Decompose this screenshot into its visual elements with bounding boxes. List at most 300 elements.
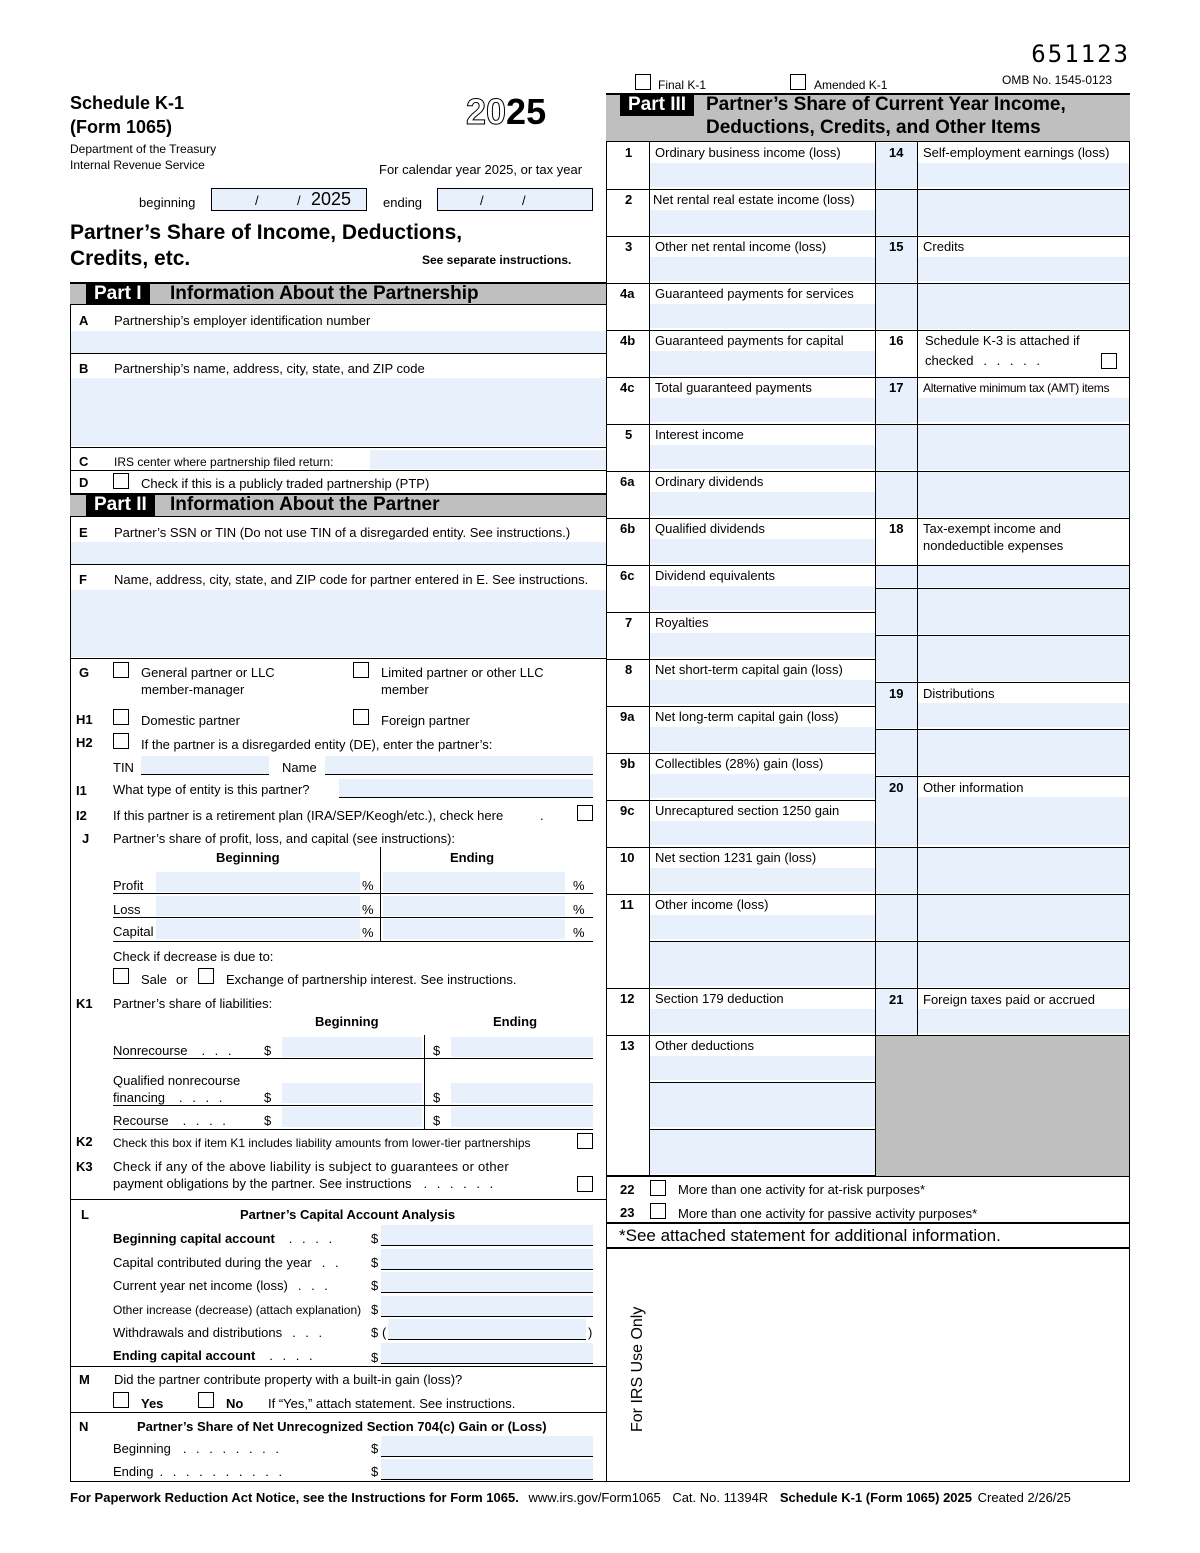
recourse-label: Recourse . . . . — [113, 1113, 229, 1128]
line-4b-field[interactable] — [650, 351, 875, 375]
line-5-field[interactable] — [650, 445, 875, 469]
loss-label: Loss — [113, 902, 141, 917]
m-note: If “Yes,” attach statement. See instructions. — [268, 1396, 516, 1411]
profit-label: Profit — [113, 878, 144, 893]
p3-num-divider — [649, 142, 650, 1176]
final-k1-checkbox[interactable] — [635, 74, 651, 90]
foreign-partner-checkbox[interactable] — [353, 709, 369, 725]
line-8-label: Net short-term capital gain (loss) — [655, 662, 843, 677]
tax-year-bold: 25 — [506, 91, 547, 132]
ptp-checkbox[interactable] — [113, 473, 129, 489]
right-cell-code-field[interactable] — [876, 190, 917, 235]
line-I1-label: What type of entity is this partner? — [113, 782, 310, 797]
line-6a-label: Ordinary dividends — [655, 474, 764, 489]
line-14-num: 14 — [889, 145, 904, 160]
rule — [70, 564, 606, 565]
form-code: 651123 — [1031, 40, 1130, 68]
right-cell-code-field[interactable] — [876, 730, 917, 775]
right-cell-code-field[interactable] — [876, 566, 917, 587]
profit-end-field[interactable] — [383, 872, 565, 892]
k-beginning-header: Beginning — [315, 1014, 379, 1029]
line-13-num: 13 — [620, 1038, 635, 1053]
irs-use-only: For IRS Use Only — [629, 1306, 646, 1432]
line-2-num: 2 — [625, 192, 633, 207]
l6-label: Ending capital account . . . . — [113, 1348, 316, 1363]
begin-year: 2025 — [311, 189, 352, 209]
part3-title-1: Partner’s Share of Current Year Income, — [706, 94, 1066, 115]
line-10-label: Net section 1231 gain (loss) — [655, 850, 817, 865]
right-cell-field[interactable] — [918, 190, 1129, 235]
l3-text: Current year net income (loss) — [113, 1278, 288, 1293]
k-divider — [424, 1035, 425, 1130]
right-cell-field[interactable] — [918, 398, 1129, 422]
line-K3-letter: K3 — [76, 1159, 93, 1174]
begin-slash-2: / — [297, 193, 301, 208]
right-cell-code-field[interactable] — [876, 895, 917, 940]
tax-year-outline: 20 — [466, 91, 507, 132]
right-cell-code-field[interactable] — [876, 636, 917, 681]
l3-dollar: $ — [371, 1278, 379, 1293]
l2-field[interactable] — [381, 1249, 593, 1270]
l1-field[interactable] — [381, 1225, 593, 1246]
line-F-label: Name, address, city, state, and ZIP code for partner entered in E. See instructions. — [114, 572, 589, 587]
k3-text: payment obligations by the partner. See instructions — [113, 1176, 412, 1191]
l5-field[interactable] — [388, 1319, 586, 1340]
rule — [113, 1058, 593, 1059]
n-begin-dollar: $ — [371, 1441, 379, 1456]
rule — [70, 447, 606, 448]
l2-dollar: $ — [371, 1255, 379, 1270]
loss-end-field[interactable] — [383, 896, 565, 916]
line-4b-label: Guaranteed payments for capital — [655, 333, 844, 348]
right-cell-code-field[interactable] — [876, 472, 917, 517]
line-17-num: 17 — [889, 380, 904, 395]
capital-begin-pct: % — [362, 925, 374, 940]
line-9a-rule — [606, 753, 876, 754]
right-cell-field[interactable] — [918, 566, 1129, 587]
line-1-label: Ordinary business income (loss) — [655, 145, 841, 160]
line-J-letter: J — [82, 831, 90, 846]
right-cell-field[interactable] — [918, 703, 1129, 727]
final-k1-label: Final K-1 — [658, 78, 707, 92]
limited-partner-label-1: Limited partner or other LLC — [381, 665, 544, 680]
rule — [113, 1129, 593, 1130]
line-L-letter: L — [81, 1207, 89, 1222]
line-K1-label: Partner’s share of liabilities: — [113, 996, 273, 1011]
line-4b-rule — [606, 377, 876, 378]
right-cell-rule — [876, 330, 1130, 331]
l3-field[interactable] — [381, 1272, 593, 1293]
dept-irs: Internal Revenue Service — [70, 158, 205, 172]
nonrecourse-begin-field[interactable] — [282, 1037, 422, 1057]
line-M-label: Did the partner contribute property with a built-in gain (loss)? — [114, 1372, 463, 1387]
limited-partner-label-2: member — [381, 682, 429, 697]
profit-begin-field[interactable] — [156, 872, 360, 892]
right-border — [1129, 94, 1130, 1482]
line-10-rule — [606, 894, 876, 895]
end-slash-2: / — [522, 193, 526, 208]
l6-field[interactable] — [381, 1343, 593, 1364]
rule — [70, 1199, 606, 1200]
line-6c-num: 6c — [620, 568, 635, 583]
general-partner-label-1: General partner or LLC — [141, 665, 275, 680]
beginning-label: beginning — [139, 195, 196, 210]
line-K3-label-2: payment obligations by the partner. See instructions . . . . . . — [113, 1176, 497, 1191]
line-13-field[interactable] — [650, 1130, 875, 1174]
right-cell-field[interactable] — [918, 730, 1129, 775]
line-3-rule — [606, 283, 876, 284]
loss-end-pct: % — [573, 902, 585, 917]
nonrecourse-end-field[interactable] — [451, 1037, 593, 1057]
l5-paren-open: ( — [382, 1325, 387, 1340]
decrease-label: Check if decrease is due to: — [113, 949, 274, 964]
line-1-field[interactable] — [650, 163, 875, 187]
p3-mid-divider — [875, 142, 876, 1176]
domestic-partner-checkbox[interactable] — [113, 709, 129, 725]
line-2-label: Net rental real estate income (loss) — [653, 192, 855, 207]
shaded-area — [876, 1036, 1129, 1176]
line-12-label: Section 179 deduction — [655, 991, 784, 1006]
part2-title: Information About the Partner — [170, 494, 440, 515]
general-partner-checkbox[interactable] — [113, 662, 129, 678]
right-cell-field[interactable] — [918, 425, 1129, 470]
begin-slash-1: / — [255, 193, 259, 208]
line-12-field[interactable] — [650, 1009, 875, 1033]
line-L-title: Partner’s Capital Account Analysis — [240, 1207, 456, 1222]
p3-rnum-divider — [917, 142, 918, 1036]
right-cell-code-field[interactable] — [876, 425, 917, 470]
tin-label: TIN — [113, 760, 134, 775]
right-cell-field[interactable] — [918, 895, 1129, 940]
profit-begin-pct: % — [362, 878, 374, 893]
passive-activity-checkbox[interactable] — [650, 1203, 666, 1219]
line-B-label: Partnership’s name, address, city, state, and ZIP code — [114, 361, 425, 376]
right-cell-code-field[interactable] — [876, 848, 917, 893]
l5-text: Withdrawals and distributions — [113, 1325, 283, 1340]
rule — [70, 658, 606, 659]
right-cell-code-field[interactable] — [876, 284, 917, 329]
line-9b-label: Collectibles (28%) gain (loss) — [655, 756, 824, 771]
line-18-num: 18 — [889, 521, 904, 536]
loss-begin-field[interactable] — [156, 896, 360, 916]
limited-partner-checkbox[interactable] — [353, 662, 369, 678]
line-N-letter: N — [79, 1419, 89, 1434]
amended-k1-checkbox[interactable] — [790, 74, 806, 90]
calendar-year-note: For calendar year 2025, or tax year — [379, 162, 583, 177]
n-begin-text: Beginning — [113, 1441, 171, 1456]
line-7-num: 7 — [625, 615, 633, 630]
line-15-label: Credits — [923, 239, 965, 254]
n-begin-field[interactable] — [381, 1436, 593, 1457]
right-cell-field[interactable] — [918, 942, 1129, 987]
line-2-field[interactable] — [650, 210, 875, 234]
nonrecourse-text: Nonrecourse — [113, 1043, 188, 1058]
line-15-num: 15 — [889, 239, 904, 254]
line-10-num: 10 — [620, 850, 635, 865]
partner-tin-field[interactable] — [71, 542, 606, 564]
line-6a-num: 6a — [620, 474, 635, 489]
line-7-rule — [606, 659, 876, 660]
entity-type-field[interactable] — [339, 779, 593, 798]
right-cell-code-field[interactable] — [876, 589, 917, 634]
line-4c-field[interactable] — [650, 398, 875, 422]
line-B-letter: B — [79, 361, 89, 376]
line-D-label: Check if this is a publicly traded partnership (PTP) — [141, 476, 430, 491]
sale-label: Sale — [141, 972, 168, 987]
n-end-field[interactable] — [381, 1459, 593, 1480]
profit-end-pct: % — [573, 878, 585, 893]
qnr-end-field[interactable] — [451, 1083, 593, 1103]
line-11-field[interactable] — [650, 942, 875, 986]
sub-rule — [650, 1082, 875, 1083]
l3-label: Current year net income (loss) . . . — [113, 1278, 331, 1293]
line-M-letter: M — [79, 1372, 90, 1387]
line-G-letter: G — [79, 665, 90, 680]
line-11-field[interactable] — [650, 915, 875, 939]
sale-checkbox[interactable] — [113, 968, 129, 984]
part3-tag: Part III — [620, 94, 694, 116]
line-11-label: Other income (loss) — [655, 897, 769, 912]
line-9c-label: Unrecaptured section 1250 gain — [655, 803, 840, 818]
recourse-begin-field[interactable] — [282, 1107, 422, 1127]
line-H2-letter: H2 — [76, 735, 93, 750]
form-title-line-1: Partner’s Share of Income, Deductions, — [70, 221, 463, 244]
right-cell-rule — [876, 518, 1130, 519]
line-I2-letter: I2 — [76, 808, 87, 823]
line-6c-field[interactable] — [650, 586, 875, 610]
line-13-field[interactable] — [650, 1056, 875, 1080]
line-16-num: 16 — [889, 333, 904, 348]
left-border — [70, 282, 71, 1482]
recourse-end-dollar: $ — [433, 1113, 441, 1128]
right-cell-field[interactable] — [918, 284, 1129, 329]
line-6b-rule — [606, 565, 876, 566]
nonrecourse-label: Nonrecourse . . . — [113, 1043, 235, 1058]
disregarded-entity-checkbox[interactable] — [113, 733, 129, 749]
footer — [70, 1490, 1071, 1506]
right-cell-field[interactable] — [918, 1009, 1129, 1033]
guarantees-checkbox[interactable] — [577, 1176, 593, 1192]
line-6b-field[interactable] — [650, 539, 875, 563]
line-7-field[interactable] — [650, 633, 875, 657]
l2-text: Capital contributed during the year — [113, 1255, 312, 1270]
line-H2-label: If the partner is a disregarded entity (DE), enter the partner’s: — [141, 737, 493, 752]
l5-dollar: $ — [371, 1325, 379, 1340]
n-end-dollar: $ — [371, 1464, 379, 1479]
exchange-label: Exchange of partnership interest. See instructions. — [226, 972, 517, 987]
right-cell-field[interactable] — [918, 472, 1129, 517]
j-beginning-header: Beginning — [216, 850, 280, 865]
line-9b-field[interactable] — [650, 774, 875, 798]
center-divider — [606, 94, 607, 1482]
line-8-rule — [606, 706, 876, 707]
line-7-label: Royalties — [655, 615, 709, 630]
line-1-rule — [606, 189, 876, 190]
rule — [70, 470, 606, 471]
rule — [113, 917, 593, 918]
line-19-label: Distributions — [923, 686, 995, 701]
footer-url[interactable]: www.irs.gov/Form1065 — [528, 1490, 661, 1505]
l1-dollar: $ — [371, 1231, 379, 1246]
l5-label: Withdrawals and distributions . . . — [113, 1325, 326, 1340]
nonrecourse-end-dollar: $ — [433, 1043, 441, 1058]
line-4a-field[interactable] — [650, 304, 875, 328]
l4-dollar: $ — [371, 1302, 379, 1317]
m-yes-checkbox[interactable] — [113, 1392, 129, 1408]
n-begin-label: Beginning . . . . . . . . — [113, 1441, 283, 1456]
line-16-label-2: checked . . . . . — [925, 353, 1043, 368]
bottom-border — [70, 1481, 1130, 1482]
ending-date-field[interactable] — [437, 188, 593, 211]
right-cell-code-field[interactable] — [876, 942, 917, 987]
form-title-line-2: Credits, etc. — [70, 247, 191, 270]
line-11-rule — [606, 988, 876, 989]
form-number: (Form 1065) — [70, 117, 173, 137]
line-13-field[interactable] — [650, 1083, 875, 1127]
line-5-num: 5 — [625, 427, 633, 442]
line-N-title: Partner’s Share of Net Unrecognized Section 704(c) Gain or (Loss) — [137, 1419, 547, 1434]
line-H1-letter: H1 — [76, 712, 93, 727]
line-9b-num: 9b — [620, 756, 636, 771]
line-4b-num: 4b — [620, 333, 636, 348]
retirement-plan-checkbox[interactable] — [577, 805, 593, 821]
k3-attached-checkbox[interactable] — [1101, 353, 1117, 369]
line-21-label: Foreign taxes paid or accrued — [923, 992, 1095, 1007]
line-3-label: Other net rental income (loss) — [655, 239, 827, 254]
partner-address-field[interactable] — [71, 590, 606, 657]
footer-created: Created 2/26/25 — [977, 1490, 1071, 1505]
line-4a-rule — [606, 330, 876, 331]
line-23-label: More than one activity for passive activity purposes* — [678, 1206, 978, 1221]
line-9c-field[interactable] — [650, 821, 875, 845]
rule — [606, 1176, 1130, 1177]
line-3-field[interactable] — [650, 257, 875, 281]
line-A-label: Partnership’s employer identification number — [114, 313, 371, 328]
line-9c-num: 9c — [620, 803, 635, 818]
lower-tier-checkbox[interactable] — [577, 1133, 593, 1149]
right-cell-field[interactable] — [918, 848, 1129, 893]
part2-tag: Part II — [86, 494, 155, 516]
capital-end-pct: % — [573, 925, 585, 940]
rule — [70, 353, 606, 354]
line-2-rule — [606, 236, 876, 237]
right-cell-field[interactable] — [918, 257, 1129, 281]
right-cell-field[interactable] — [918, 163, 1129, 187]
line-6c-rule — [606, 612, 876, 613]
l4-label: Other increase (decrease) (attach explanation) — [113, 1303, 362, 1317]
irs-center-field[interactable] — [370, 450, 606, 469]
l5-paren-close: ) — [588, 1325, 593, 1340]
qnr-begin-dollar: $ — [264, 1090, 272, 1105]
sub-rule — [650, 1129, 875, 1130]
line-C-label: IRS center where partnership filed return: — [114, 455, 334, 469]
at-risk-checkbox[interactable] — [650, 1180, 666, 1196]
line-20-label: Other information — [923, 780, 1024, 795]
right-cell-field[interactable] — [918, 589, 1129, 634]
tax-year — [466, 92, 546, 132]
schedule-title: Schedule K-1 — [70, 93, 185, 113]
line-13-label: Other deductions — [655, 1038, 755, 1053]
general-partner-label-2: member-manager — [141, 682, 245, 697]
footer-form: Schedule K-1 (Form 1065) 2025 — [779, 1490, 973, 1505]
line-16-label-1: Schedule K-3 is attached if — [925, 333, 1080, 348]
line-12-num: 12 — [620, 991, 635, 1006]
line-9c-rule — [606, 847, 876, 848]
line-6a-rule — [606, 518, 876, 519]
line-10-field[interactable] — [650, 868, 875, 892]
right-cell-field[interactable] — [918, 797, 1129, 845]
line-1-num: 1 — [625, 145, 633, 160]
line-C-letter: C — [79, 454, 89, 469]
see-instructions: See separate instructions. — [422, 253, 572, 267]
line-9a-label: Net long-term capital gain (loss) — [655, 709, 839, 724]
line-23-num: 23 — [620, 1205, 635, 1220]
amended-k1-label: Amended K-1 — [814, 78, 888, 92]
line-21-num: 21 — [889, 992, 904, 1007]
de-name-field[interactable] — [325, 756, 593, 775]
line-16-text: checked — [925, 353, 974, 368]
ein-field[interactable] — [71, 331, 606, 353]
partnership-address-field[interactable] — [71, 378, 606, 446]
dept-treasury: Department of the Treasury — [70, 142, 217, 156]
l4-field[interactable] — [381, 1296, 593, 1317]
right-cell-field[interactable] — [918, 636, 1129, 681]
foreign-partner-label: Foreign partner — [381, 713, 470, 728]
l1-text: Beginning capital account — [113, 1231, 275, 1246]
sub-rule — [650, 941, 875, 942]
capital-label: Capital — [113, 924, 154, 939]
m-no-checkbox[interactable] — [198, 1392, 214, 1408]
line-6b-label: Qualified dividends — [655, 521, 765, 536]
ending-label: ending — [383, 195, 423, 210]
l6-text: Ending capital account — [113, 1348, 256, 1363]
line-I1-letter: I1 — [76, 783, 87, 798]
line-12-rule — [606, 1035, 876, 1036]
footer-cat: Cat. No. 11394R — [672, 1490, 769, 1505]
rule — [606, 1222, 1130, 1224]
line-18-label-2: nondeductible expenses — [923, 538, 1064, 553]
or-label: or — [176, 972, 188, 987]
line-18-label-1: Tax-exempt income and — [923, 521, 1062, 536]
line-D-letter: D — [79, 475, 89, 490]
line-6a-field[interactable] — [650, 492, 875, 516]
line-5-rule — [606, 471, 876, 472]
rule — [70, 1366, 606, 1367]
qnr-begin-field[interactable] — [282, 1083, 422, 1103]
n-end-label: Ending . . . . . . . . . . — [113, 1464, 286, 1479]
line-4a-num: 4a — [620, 286, 635, 301]
line-4a-label: Guaranteed payments for services — [655, 286, 854, 301]
l1-label: Beginning capital account . . . . — [113, 1231, 336, 1246]
l6-dollar: $ — [371, 1350, 379, 1365]
rule — [606, 1247, 1130, 1249]
exchange-checkbox[interactable] — [198, 968, 214, 984]
line-K2-label: Check this box if item K1 includes liability amounts from lower-tier partnerships — [113, 1136, 531, 1150]
k-ending-header: Ending — [493, 1014, 538, 1029]
m-no-label: No — [226, 1396, 244, 1411]
j-divider — [380, 847, 381, 942]
line-K3-label-1: Check if any of the above liability is subject to guarantees or other — [113, 1159, 509, 1174]
line-9a-field[interactable] — [650, 727, 875, 751]
recourse-begin-dollar: $ — [264, 1113, 272, 1128]
line-3-num: 3 — [625, 239, 633, 254]
recourse-end-field[interactable] — [451, 1107, 593, 1127]
line-9a-num: 9a — [620, 709, 635, 724]
de-tin-field[interactable] — [141, 756, 269, 775]
capital-end-field[interactable] — [383, 919, 565, 939]
capital-begin-field[interactable] — [156, 919, 360, 939]
line-8-field[interactable] — [650, 680, 875, 704]
